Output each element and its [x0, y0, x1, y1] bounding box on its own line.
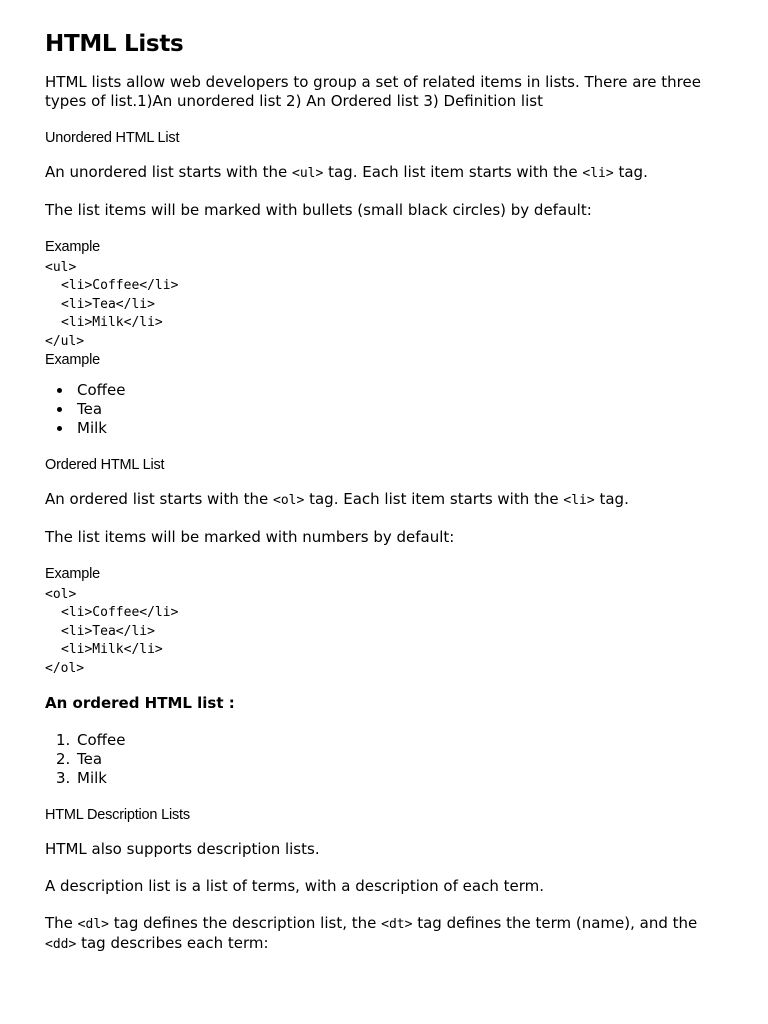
description-list-heading: HTML Description Lists	[45, 807, 190, 824]
list-item	[56, 769, 725, 788]
description-definition: A description list is a list of terms, with a description of each term.	[45, 877, 544, 896]
text-segment: tag.	[594, 490, 629, 509]
unordered-code-example	[45, 259, 725, 351]
code-line: </ul>	[45, 333, 85, 349]
text-segment: tag describes each term:	[76, 934, 269, 953]
unordered-description	[45, 163, 725, 183]
text-segment: tag.	[613, 163, 648, 181]
bullet-icon	[57, 426, 62, 431]
text-segment: tag defines the description list, the	[108, 914, 382, 933]
text-segment: tag defines the term (name), and the	[412, 914, 698, 933]
list-item-text: Tea	[77, 750, 103, 769]
text-segment: The	[45, 914, 78, 933]
list-number: 1.	[56, 731, 71, 750]
code-line: <li>Milk</li>	[61, 315, 163, 331]
text-segment: tag. Each list item starts with the	[323, 163, 583, 181]
list-item-text: Coffee	[77, 381, 126, 400]
description-support-note: HTML also supports description lists.	[45, 840, 320, 859]
ordered-list-heading: Ordered HTML List	[45, 457, 165, 474]
code-line: <li>Tea</li>	[61, 623, 155, 639]
code-line: <ul>	[45, 260, 77, 275]
list-item	[77, 381, 725, 400]
list-item-text: Tea	[77, 400, 103, 419]
code-line: <li>Milk</li>	[61, 642, 163, 658]
page-title: HTML Lists	[45, 31, 184, 57]
list-item-text: Milk	[77, 769, 107, 788]
code-line: <ol>	[45, 587, 77, 603]
text-segment: tag. Each list item starts with the	[304, 490, 564, 509]
list-item	[77, 419, 725, 438]
unordered-list-result	[45, 381, 725, 438]
example-label-result: Example	[45, 352, 101, 369]
list-item-text: Coffee	[77, 731, 126, 750]
code-line: <li>Coffee</li>	[61, 605, 179, 621]
bullet-icon	[57, 407, 62, 412]
list-number: 3.	[56, 769, 71, 788]
example-label: Example	[45, 239, 101, 255]
bullet-icon	[57, 388, 62, 393]
ordered-list-result	[45, 731, 725, 788]
ordered-default-note: The list items will be marked with numbers by default:	[45, 528, 455, 547]
inline-code-dl: <dl>	[77, 917, 109, 933]
ordered-description	[45, 490, 725, 510]
text-segment: An unordered list starts with the	[45, 163, 293, 181]
description-tags-note	[45, 914, 725, 954]
text-segment: An ordered list starts with the	[45, 490, 274, 509]
list-item	[56, 750, 725, 769]
intro-paragraph: HTML lists allow web developers to group a set of related items in lists. There are three types of list.1)An unordered list 2) An Ordered list 3) Definition list	[45, 73, 701, 110]
inline-code-li: <li>	[563, 493, 595, 509]
code-line: <li>Coffee</li>	[61, 278, 179, 294]
list-item	[56, 731, 725, 750]
inline-code-dt: <dt>	[381, 917, 413, 933]
list-item	[77, 400, 725, 419]
code-line: <li>Tea</li>	[61, 296, 155, 312]
inline-code-dd: <dd>	[45, 937, 77, 953]
inline-code-ul: <ul>	[292, 166, 324, 181]
unordered-list-heading: Unordered HTML List	[45, 130, 180, 146]
inline-code-li: <li>	[582, 166, 614, 181]
ordered-result-heading: An ordered HTML list :	[45, 694, 235, 713]
inline-code-ol: <ol>	[273, 493, 305, 509]
ordered-code-example	[45, 586, 725, 678]
list-item-text: Milk	[77, 419, 107, 438]
example-label: Example	[45, 566, 101, 583]
code-line: </ol>	[45, 660, 85, 676]
unordered-default-note: The list items will be marked with bullets (small black circles) by default:	[45, 201, 592, 219]
list-number: 2.	[56, 750, 71, 769]
